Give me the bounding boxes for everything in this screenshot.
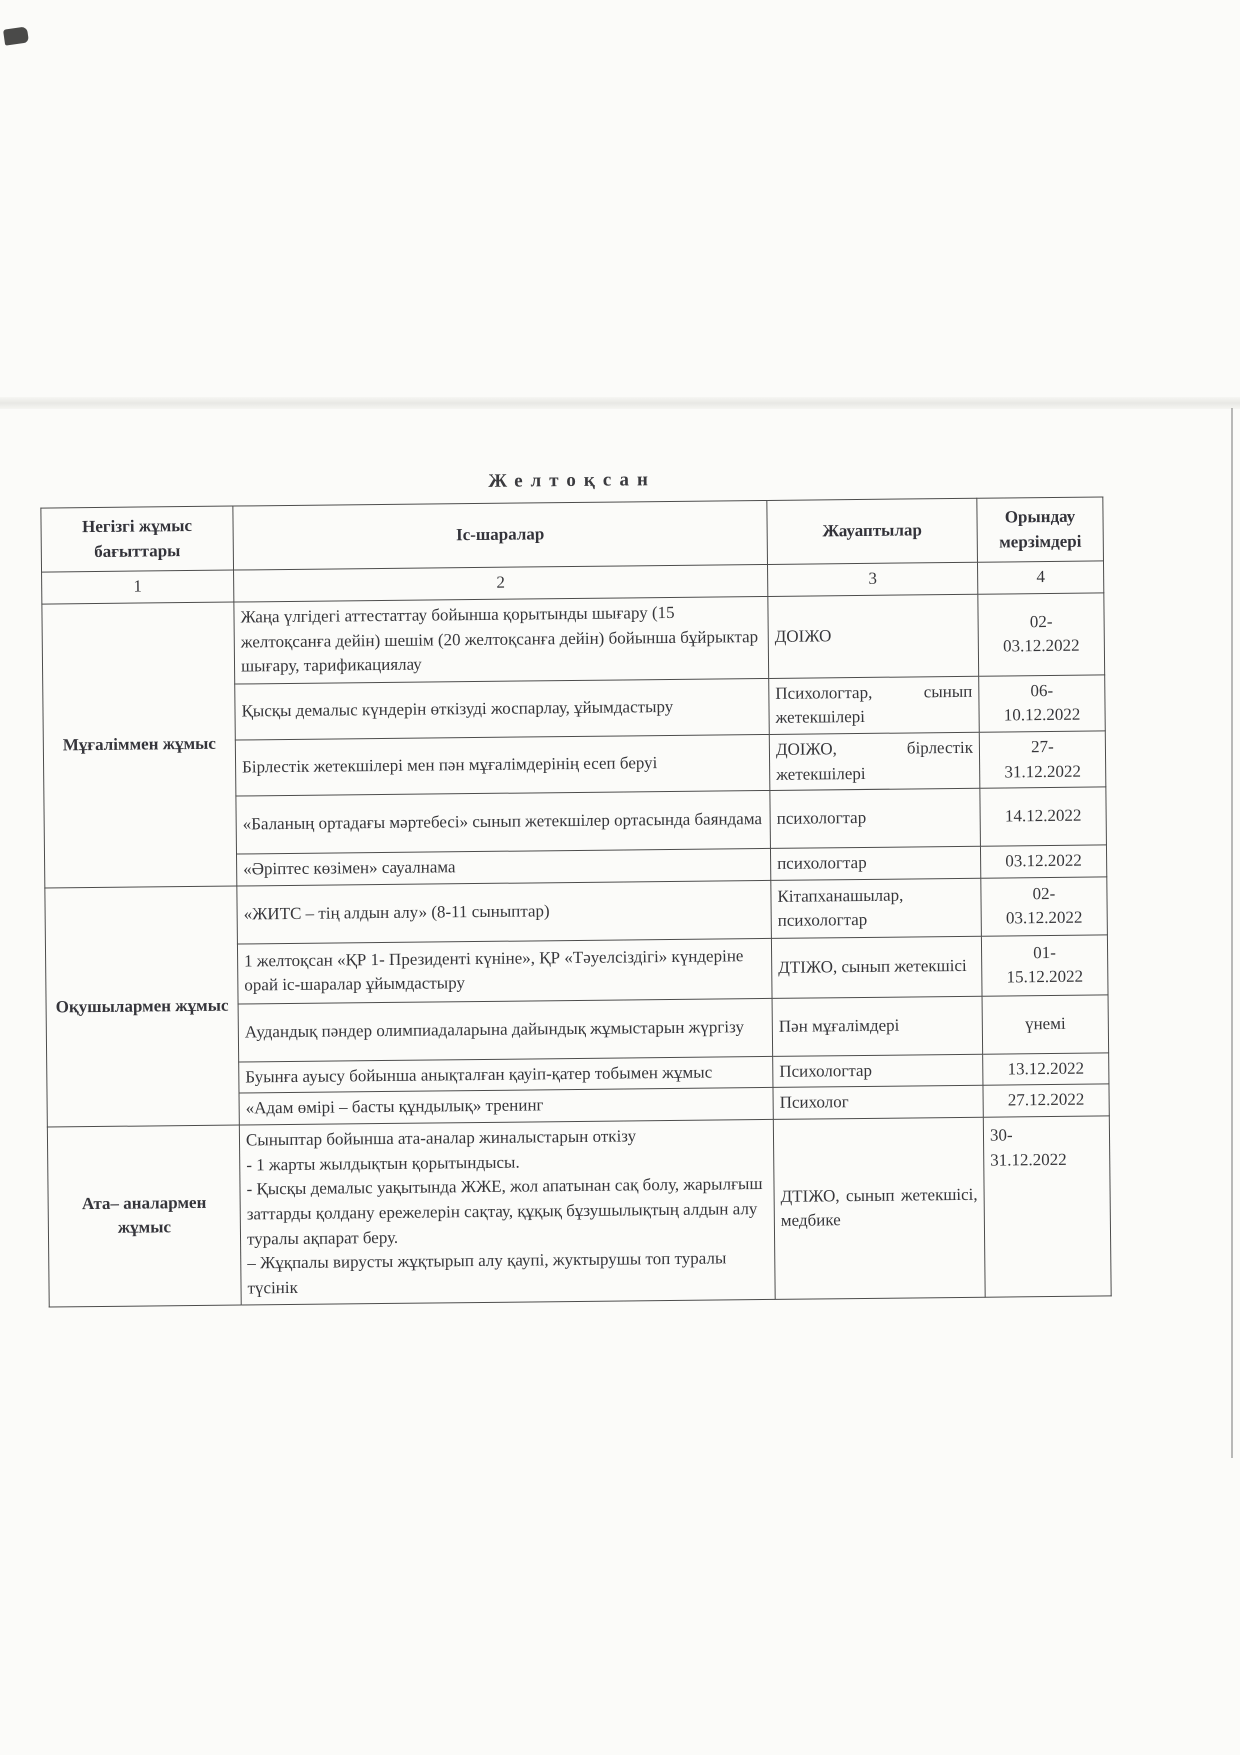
header-row (41, 497, 1104, 572)
activity-cell: «Әріптес көзімен» сауалнама (237, 849, 771, 886)
column-number-2: 2 (234, 564, 768, 601)
table-row (42, 593, 1105, 686)
activity-cell: Аудандық пәндер олимпиадаларына дайындық жұмыстарын жүргізу (238, 998, 773, 1062)
dates-cell: 03.12.2022 (980, 845, 1106, 878)
column-number-3: 3 (767, 562, 977, 596)
column-header-activities: Іс-шаралар (233, 500, 768, 570)
activity-cell: Жаңа үлгідегі аттестаттау бойынша қорытынды шығару (15 желтоқсанға дейін) шешім (20 желтоқсанға дейін) бойынша бұйрыктар шығару, тарификациялау (234, 596, 769, 684)
column-number-4: 4 (977, 561, 1103, 594)
scan-artifact-smudge (3, 26, 29, 45)
responsible-cell: психологтар (770, 788, 981, 848)
column-header-dates: Орындау мерзімдері (977, 497, 1104, 562)
dates-cell: үнемі (982, 995, 1109, 1054)
activity-cell: Қысқы демалыс күндерін өткізуді жоспарлау, ұйымдастыру (235, 678, 770, 740)
activity-cell: Буынға ауысу бойынша анықталған қауіп-қатер тобымен жұмыс (239, 1056, 773, 1093)
dates-cell: 06- 10.12.2022 (979, 675, 1106, 733)
dates-cell: 27- 31.12.2022 (979, 731, 1106, 789)
responsible-cell: ДОІЖО, бірлестік жетекшілері (769, 732, 980, 790)
scan-fold-line (0, 397, 1240, 409)
table-row (47, 1116, 1111, 1307)
dates-cell: 13.12.2022 (983, 1053, 1109, 1086)
page-edge-shadow (1231, 408, 1233, 1458)
responsible-cell: Психологтар, сынып жетекшілері (769, 676, 980, 734)
responsible-cell: Кітапханашылар, психологтар (771, 878, 982, 938)
work-plan-table (40, 496, 1111, 1307)
responsible-cell: Психологтар (773, 1054, 983, 1088)
responsible-cell: ДТІЖО, сынып жетекшісі (771, 936, 982, 998)
dates-cell: 02- 03.12.2022 (981, 877, 1108, 936)
activity-cell: 1 желтоқсан «ҚР 1- Президенті күніне», ҚР «Тәуелсіздігі» күндеріне орай іс-шаралар ұйымдастыру (237, 938, 772, 1004)
dates-cell: 01- 15.12.2022 (981, 935, 1108, 996)
section-label-parents: Ата– аналармен жұмыс (47, 1125, 241, 1306)
column-header-responsible: Жауаптылар (767, 498, 978, 564)
responsible-cell: ДТІЖО, сынып жетекшісі, медбике (773, 1117, 985, 1299)
activity-cell: «ЖИТС – тің алдын алу» (8-11 сыныптар) (237, 880, 772, 944)
responsible-cell: ДОІЖО (768, 594, 979, 678)
dates-cell: 27.12.2022 (983, 1084, 1109, 1117)
activity-cell: Бірлестік жетекшілері мен пән мұғалімдерінің есеп беруі (235, 734, 770, 796)
column-number-1: 1 (42, 570, 234, 604)
activity-cell: «Баланың ортадағы мәртебесі» сынып жетекшілер ортасында баяндама (236, 791, 771, 855)
responsible-cell: Психолог (773, 1086, 983, 1120)
page-title: Желтоқсан (488, 469, 656, 492)
document-content (40, 464, 1113, 1307)
responsible-cell: Пән мұғалімдері (772, 996, 983, 1056)
section-label-students: Оқушылармен жұмыс (45, 886, 239, 1127)
activity-cell: «Адам өмірі – басты құндылық» тренинг (239, 1088, 773, 1125)
dates-cell: 30- 31.12.2022 (983, 1116, 1111, 1297)
column-header-directions: Негізгі жұмыс бағыттары (41, 506, 234, 572)
section-label-teachers: Мұғаліммен жұмыс (42, 602, 237, 888)
responsible-cell: психологтар (770, 846, 980, 880)
activity-cell: Сыныптар бойынша ата-аналар жиналыстарын откізу - 1 жарты жылдықтын қорытындысы. - Қысқы демалыс уақытында ЖЖЕ, жол апатынан сақ болу, жарылғыш заттарды қолдану ережелерін сақтау, құқық бұзушылықтың алдын алу туралы ақпарат беру. – Жұқпалы вирусты жұқтырып алу қаупі, жуктырушы топ туралы түсінік (239, 1120, 775, 1305)
dates-cell: 14.12.2022 (980, 787, 1107, 846)
dates-cell: 02- 03.12.2022 (978, 593, 1105, 676)
